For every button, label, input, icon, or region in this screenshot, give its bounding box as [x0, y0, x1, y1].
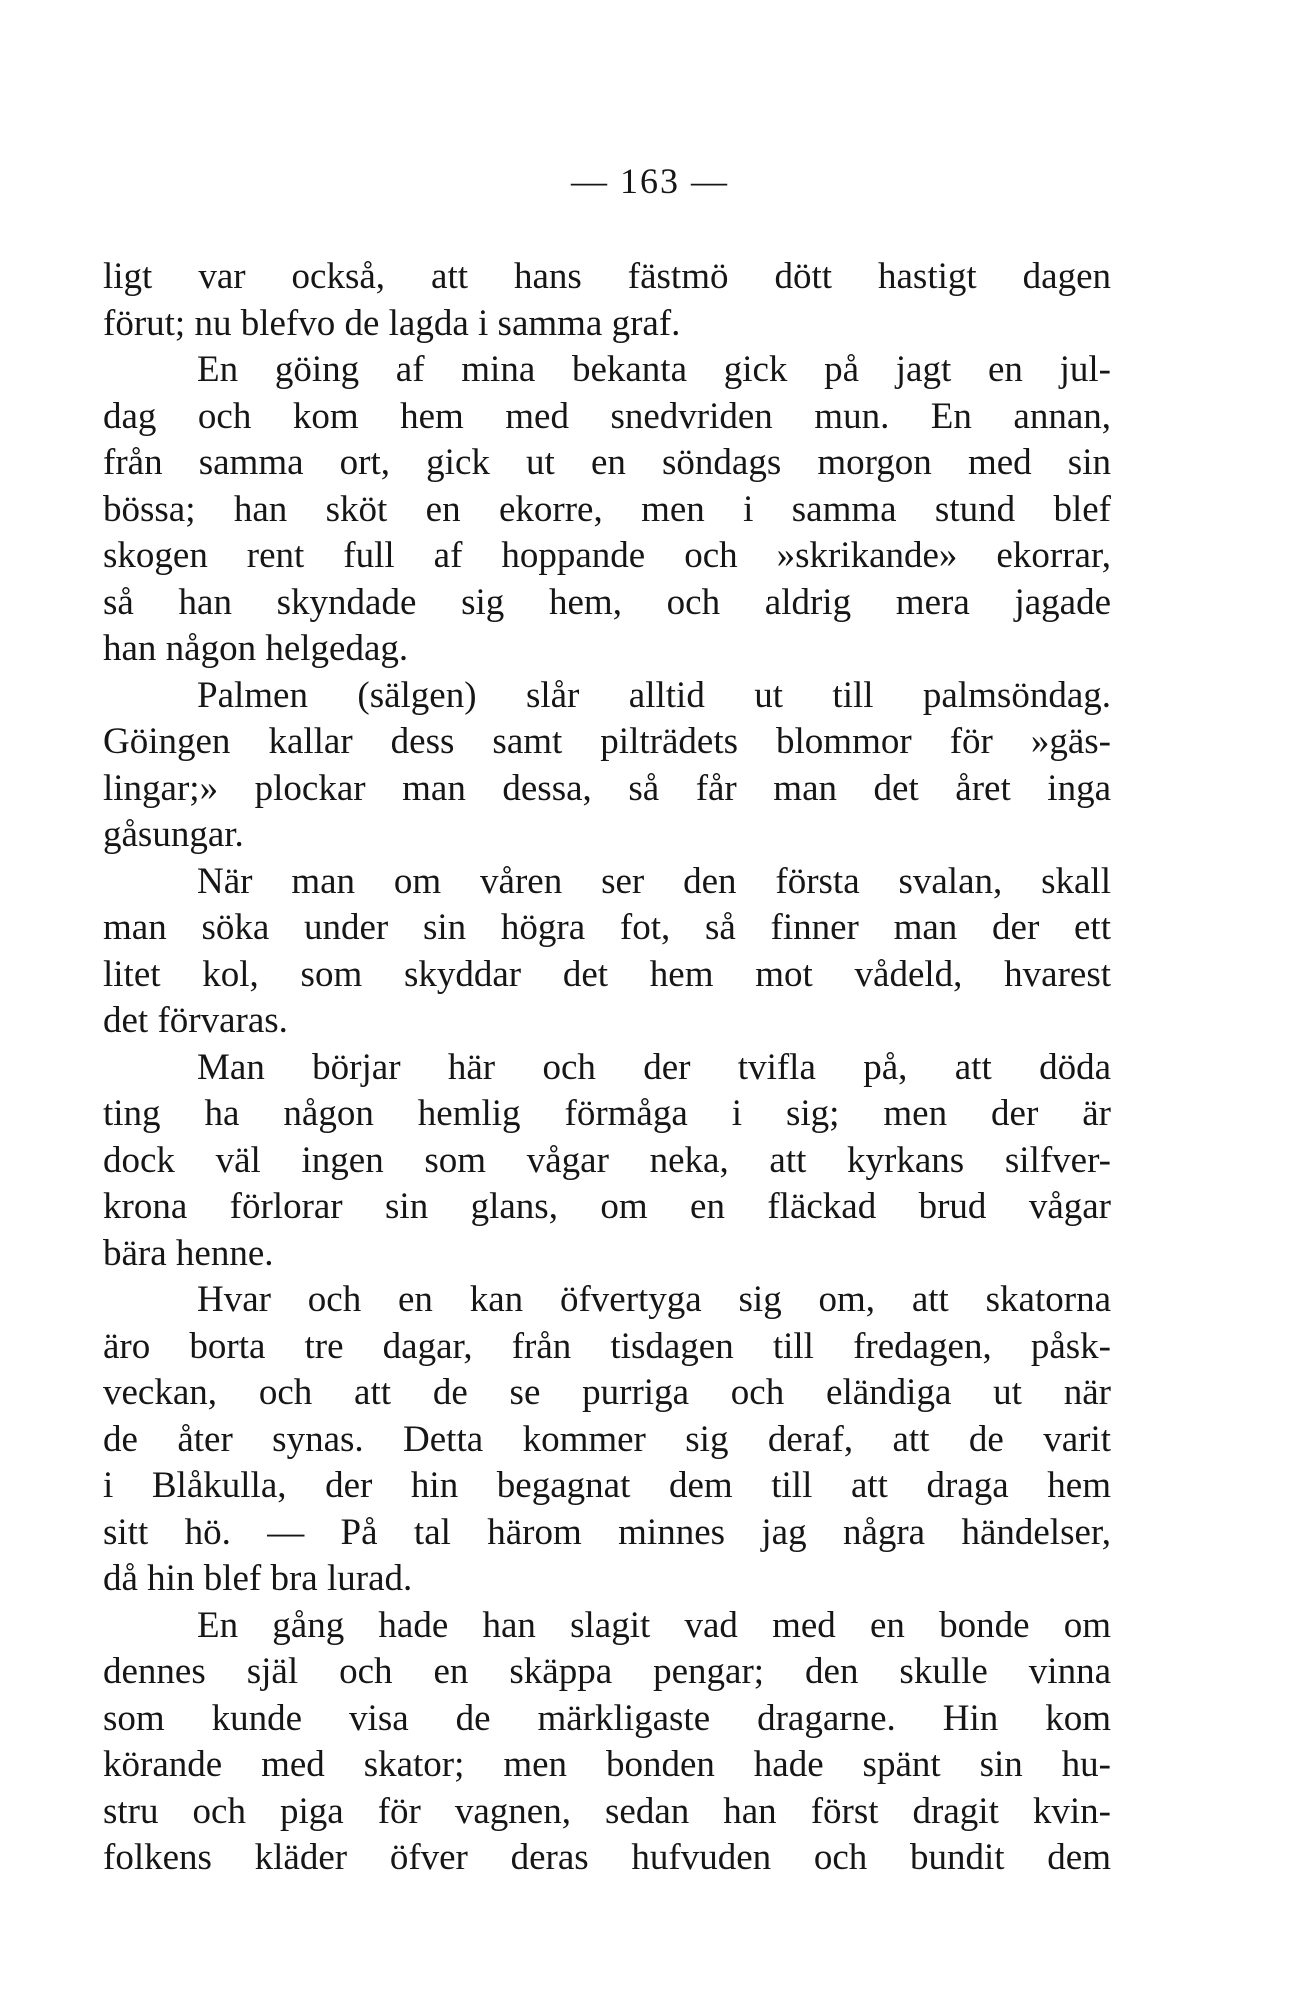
text-line: lingar;» plockar man dessa, så får man det året inga — [103, 767, 1111, 809]
text-line: som kunde visa de märkligaste dragarne. Hin kom — [103, 1697, 1111, 1739]
paragraph — [103, 347, 1111, 673]
text-line: det förvaras. — [103, 1000, 288, 1041]
text-line: En gång hade han slagit vad med en bonde om — [197, 1604, 1111, 1646]
text-line: skogen rent full af hoppande och »skrikande» ekorrar, — [103, 535, 1111, 576]
text-line: då hin blef bra lurad. — [103, 1558, 413, 1599]
text-line: i Blåkulla, der hin begagnat dem till att draga hem — [103, 1465, 1111, 1506]
paragraph — [103, 859, 1111, 1045]
page-number: — 163 — — [571, 161, 729, 201]
text-line: så han skyndade sig hem, och aldrig mera jagade — [103, 581, 1111, 623]
text-line: Hvar och en kan öfvertyga sig om, att skatorna — [197, 1279, 1111, 1320]
text-line: förut; nu blefvo de lagda i samma graf. — [103, 302, 681, 344]
text-line: folkens kläder öfver deras hufvuden och bundit dem — [103, 1837, 1111, 1878]
text-line: Göingen kallar dess samt pilträdets blommor för »gäs- — [103, 721, 1111, 762]
text-line: krona förlorar sin glans, om en fläckad brud vågar — [103, 1186, 1111, 1227]
paragraph — [103, 1045, 1111, 1278]
text-line: ligt var också, att hans fästmö dött hastigt dagen — [103, 256, 1111, 297]
text-line: dock väl ingen som vågar neka, att kyrkans silfver- — [103, 1139, 1111, 1181]
text-line: gåsungar. — [103, 814, 244, 855]
body-text — [103, 254, 1111, 1882]
text-line: bössa; han sköt en ekorre, men i samma stund blef — [103, 488, 1111, 530]
text-line: dennes själ och en skäppa pengar; den skulle vinna — [103, 1651, 1111, 1692]
text-line: När man om våren ser den första svalan, skall — [197, 860, 1111, 902]
text-line: bära henne. — [103, 1232, 274, 1274]
text-line: han någon helgedag. — [103, 628, 409, 669]
text-line: Man börjar här och der tvifla på, att döda — [197, 1046, 1111, 1088]
text-line: stru och piga för vagnen, sedan han först dragit kvin- — [103, 1790, 1111, 1832]
text-line: körande med skator; men bonden hade spänt sin hu- — [103, 1744, 1111, 1785]
paragraph — [103, 1603, 1111, 1882]
paragraph — [103, 1277, 1111, 1603]
text-line: ting ha någon hemlig förmåga i sig; men der är — [103, 1093, 1111, 1134]
text-line: litet kol, som skyddar det hem mot vådeld, hvarest — [103, 953, 1111, 995]
text-line: från samma ort, gick ut en söndags morgon med sin — [103, 442, 1111, 483]
text-line: veckan, och att de se purriga och eländiga ut när — [103, 1372, 1111, 1413]
text-line: dag och kom hem med snedvriden mun. En annan, — [103, 395, 1111, 437]
text-line: En göing af mina bekanta gick på jagt en jul- — [197, 349, 1111, 390]
text-line: de åter synas. Detta kommer sig deraf, att de varit — [103, 1418, 1111, 1460]
text-line: sitt hö. — På tal härom minnes jag några händelser, — [103, 1511, 1111, 1553]
text-line: man söka under sin högra fot, så finner man der ett — [103, 907, 1111, 948]
paragraph — [103, 673, 1111, 859]
text-line: Palmen (sälgen) slår alltid ut till palmsöndag. — [197, 674, 1111, 716]
paragraph — [103, 254, 1111, 347]
text-line: äro borta tre dagar, från tisdagen till fredagen, påsk- — [103, 1325, 1111, 1367]
